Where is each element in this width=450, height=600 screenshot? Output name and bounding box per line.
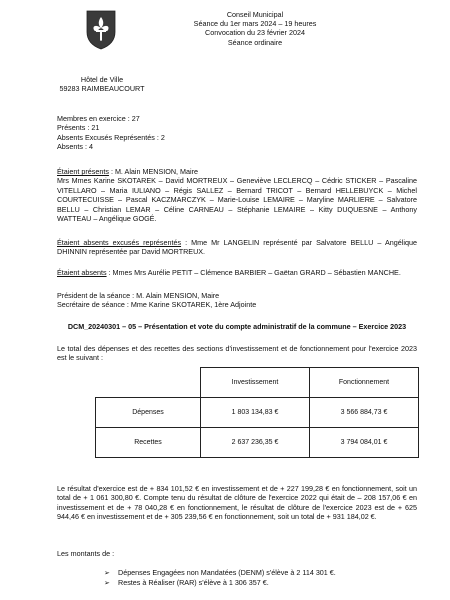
present-mayor: : M. Alain MENSION, Maire xyxy=(108,167,199,176)
intro-paragraph: Le total des dépenses et des recettes des sections d'investissement et de fonctionnement pour l'exercice 2023 est le suivant : xyxy=(57,344,417,363)
table-header-row xyxy=(96,368,419,398)
header-title: Conseil Municipal xyxy=(226,10,284,19)
revenues-operating: 3 794 084,01 € xyxy=(310,428,419,458)
present-label: Étaient présents xyxy=(57,167,109,176)
row-label-expenses: Dépenses xyxy=(96,398,201,428)
column-header-investment: Investissement xyxy=(201,368,310,398)
town-hall-address xyxy=(52,75,152,93)
absent-list: : Mmes Mrs Aurélie PETIT – Clémence BARBIER – Gaëtan GRARD – Sébastien MANCHE. xyxy=(106,268,401,277)
header-type: Séance ordinaire xyxy=(227,37,283,47)
list-item xyxy=(104,568,404,578)
absent-members-paragraph xyxy=(57,268,417,277)
budget-table xyxy=(95,367,419,458)
excused-members-paragraph xyxy=(57,238,417,257)
arrow-bullet-icon: ➢ xyxy=(104,568,111,577)
expenses-investment: 1 803 134,83 € xyxy=(201,398,310,428)
denm-amount: Dépenses Engagées non Mandatées (DENM) s'élève à 2 114 301 €. xyxy=(118,568,336,577)
president-line: Président de la séance : M. Alain MENSION, Maire xyxy=(57,291,220,300)
excused-list: : Mme Mr LANGELIN représenté par Salvatore BELLU – Angélique DHINNIN représentée par David MORTREUX. xyxy=(57,238,417,257)
coat-of-arms-logo xyxy=(86,10,116,50)
excused-count: Absents Excusés Représentés : 2 xyxy=(57,132,165,142)
amounts-intro: Les montants de : xyxy=(57,549,115,558)
amounts-list xyxy=(104,568,404,588)
meeting-header xyxy=(150,10,360,47)
header-session: Séance du 1er mars 2024 – 19 heures xyxy=(193,19,317,29)
members-count: Membres en exercice : 27 xyxy=(57,114,140,123)
present-count: Présents : 21 xyxy=(57,123,100,133)
list-item xyxy=(104,578,404,588)
absent-count: Absents : 4 xyxy=(57,142,93,152)
row-label-revenues: Recettes xyxy=(96,428,201,458)
column-header-operating: Fonctionnement xyxy=(310,368,419,398)
result-paragraph: Le résultat d'exercice est de + 834 101,52 € en investissement et de + 227 199,28 € en fonctionnement, soit un total de + 1 061 300,80 €. Compte tenu du résultat de clôture de l'exercice 2022 qui était de – 208 157,06 € en investissement et de + 78 040,28 € en fonctionnement, le résultat de clôture de l'exercice 2023 est de + 625 944,46 € en investissement et de + 305 239,56 € en fonctionnement, soit un total de + 931 184,02 €. xyxy=(57,484,417,522)
secretary-line: Secrétaire de séance : Mme Karine SKOTAREK, 1ère Adjointe xyxy=(57,300,257,310)
attendance-counts xyxy=(57,114,417,152)
rar-amount: Restes à Réaliser (RAR) s'élève à 1 306 357 €. xyxy=(118,578,269,587)
header-convocation: Convocation du 23 février 2024 xyxy=(205,28,305,38)
table-corner xyxy=(96,368,201,398)
arrow-bullet-icon: ➢ xyxy=(104,578,111,587)
address-line-1: Hôtel de Ville xyxy=(80,75,124,84)
table-row xyxy=(96,428,419,458)
table-row xyxy=(96,398,419,428)
section-title: DCM_20240301 – 05 – Présentation et vote du compte administratif de la commune – Exercice 2023 xyxy=(67,322,407,331)
present-members-list: Mrs Mmes Karine SKOTAREK – David MORTREUX – Geneviève LECLERCQ – Cédric STICKER – Pascaline VITELLARO – Maria IULIANO – Régis SALLEZ – Bernard TRICOT – Bernard HELLEBUYCK – Michel COURTECUISSE – Pascal KACZMARCZYK – Marie-Louise LEMAIRE – Maryline MARLIERE – Salvatore BELLU – Christian LEMAR – Céline CARNEAU – Stéphanie LEMAIRE – Kitty DUQUESNE – Anthony WATTEAU – Angélique GOGÉ. xyxy=(57,176,417,224)
expenses-operating: 3 566 884,73 € xyxy=(310,398,419,428)
address-line-2: 59283 RAIMBEAUCOURT xyxy=(59,84,145,93)
presidency-block xyxy=(57,291,417,310)
revenues-investment: 2 637 236,35 € xyxy=(201,428,310,458)
excused-label: Étaient absents excusés représentés xyxy=(57,238,182,247)
present-members-paragraph xyxy=(57,167,417,223)
absent-label: Étaient absents xyxy=(57,268,107,277)
